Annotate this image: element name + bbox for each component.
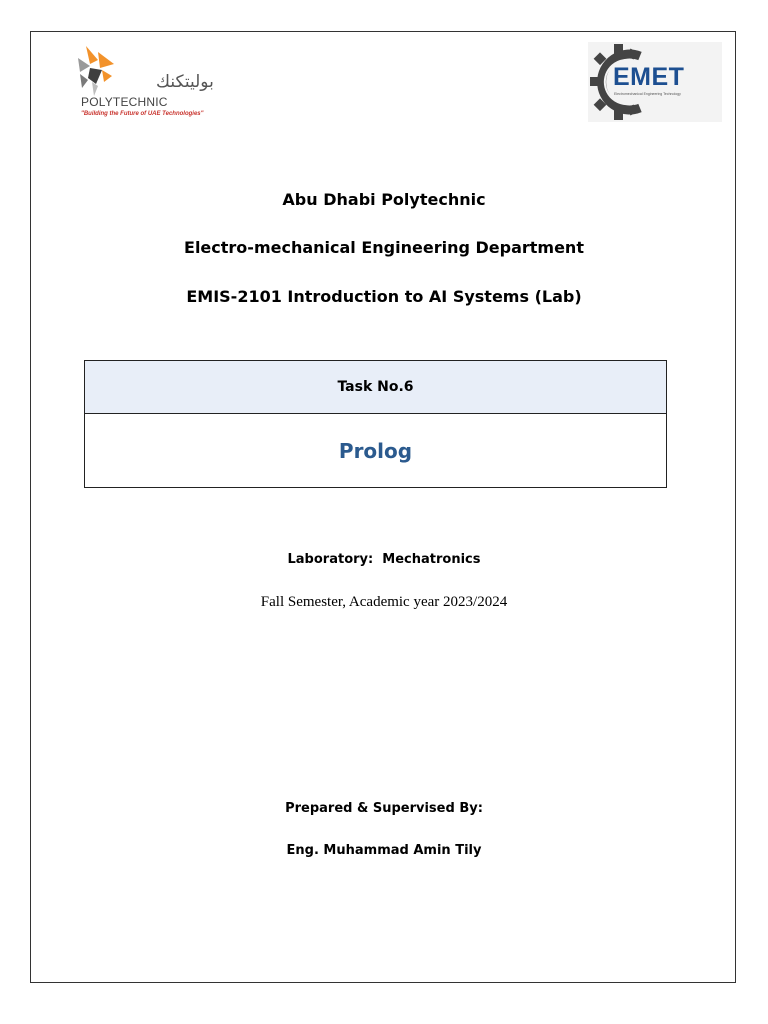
- task-title: Prolog: [338, 439, 413, 463]
- course-heading: EMIS-2101 Introduction to AI Systems (Lab): [186, 287, 582, 306]
- department-heading: Electro-mechanical Engineering Department: [184, 238, 584, 257]
- semester-line: Fall Semester, Academic year 2023/2024: [260, 594, 508, 610]
- page-border: [30, 31, 736, 983]
- institution-heading: Abu Dhabi Polytechnic: [282, 190, 486, 209]
- prepared-by-label: Prepared & Supervised By:: [285, 801, 483, 816]
- polytechnic-arabic-name: بوليتكنك: [156, 72, 214, 92]
- author-name: Eng. Muhammad Amin Tily: [286, 843, 482, 858]
- polytechnic-name: POLYTECHNIC: [81, 95, 168, 109]
- laboratory-name: Mechatronics: [382, 552, 481, 567]
- laboratory-line: [0, 552, 768, 567]
- emet-wordmark: EMET: [613, 63, 685, 91]
- emet-logo: [588, 42, 722, 122]
- polytechnic-logo: [68, 42, 218, 124]
- laboratory-label: Laboratory:: [287, 552, 374, 567]
- task-number: Task No.6: [85, 361, 666, 414]
- emet-subtitle: Electromechanical Engineering Technology: [614, 92, 681, 96]
- task-box: [84, 360, 667, 488]
- polytechnic-tagline: "Building the Future of UAE Technologies": [81, 111, 204, 117]
